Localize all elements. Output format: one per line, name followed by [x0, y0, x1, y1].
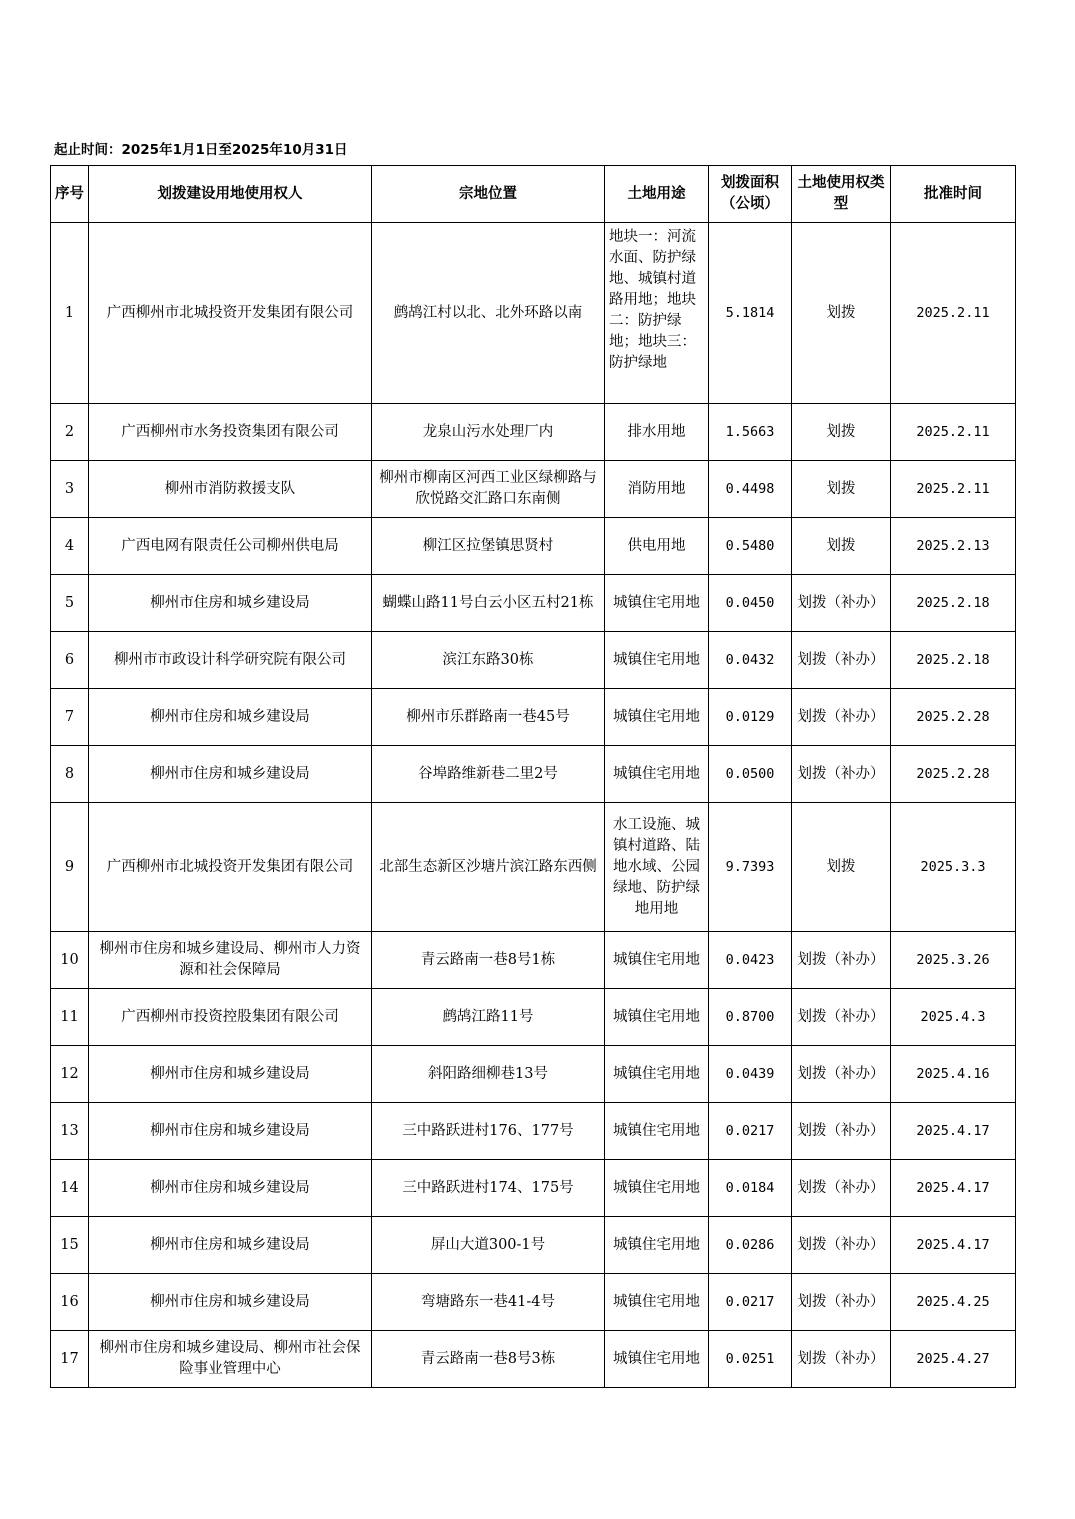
cell-use: 城镇住宅用地	[605, 689, 709, 746]
cell-date: 2025.2.28	[891, 746, 1016, 803]
cell-no: 1	[51, 223, 89, 404]
cell-date: 2025.4.16	[891, 1046, 1016, 1103]
cell-holder: 柳州市住房和城乡建设局	[89, 746, 372, 803]
cell-location: 柳州市乐群路南一巷45号	[372, 689, 605, 746]
cell-holder: 柳州市住房和城乡建设局、柳州市人力资源和社会保障局	[89, 932, 372, 989]
cell-area: 9.7393	[709, 803, 792, 932]
cell-use: 城镇住宅用地	[605, 575, 709, 632]
cell-area: 1.5663	[709, 404, 792, 461]
cell-date: 2025.2.13	[891, 518, 1016, 575]
table-row	[51, 689, 1016, 746]
cell-use: 城镇住宅用地	[605, 1103, 709, 1160]
cell-type: 划拨（补办）	[792, 632, 891, 689]
cell-type: 划拨（补办）	[792, 689, 891, 746]
table-row	[51, 746, 1016, 803]
cell-location: 蝴蝶山路11号白云小区五村21栋	[372, 575, 605, 632]
table-row	[51, 575, 1016, 632]
cell-date: 2025.2.28	[891, 689, 1016, 746]
cell-holder: 柳州市住房和城乡建设局	[89, 689, 372, 746]
cell-date: 2025.3.26	[891, 932, 1016, 989]
cell-holder: 广西柳州市北城投资开发集团有限公司	[89, 223, 372, 404]
cell-holder: 柳州市住房和城乡建设局	[89, 1217, 372, 1274]
cell-type: 划拨	[792, 223, 891, 404]
cell-location: 三中路跃进村174、175号	[372, 1160, 605, 1217]
cell-date: 2025.2.18	[891, 575, 1016, 632]
cell-area: 0.4498	[709, 461, 792, 518]
table-row	[51, 1103, 1016, 1160]
cell-type: 划拨	[792, 518, 891, 575]
cell-date: 2025.4.27	[891, 1331, 1016, 1388]
cell-type: 划拨（补办）	[792, 746, 891, 803]
cell-no: 6	[51, 632, 89, 689]
cell-use: 城镇住宅用地	[605, 1217, 709, 1274]
cell-no: 8	[51, 746, 89, 803]
cell-area: 0.0217	[709, 1103, 792, 1160]
cell-type: 划拨（补办）	[792, 1274, 891, 1331]
cell-location: 柳州市柳南区河西工业区绿柳路与欣悦路交汇路口东南侧	[372, 461, 605, 518]
cell-area: 0.5480	[709, 518, 792, 575]
header-row	[51, 166, 1016, 223]
cell-no: 11	[51, 989, 89, 1046]
cell-location: 柳江区拉堡镇思贤村	[372, 518, 605, 575]
header-right-type: 土地使用权类型	[792, 166, 891, 223]
cell-type: 划拨（补办）	[792, 932, 891, 989]
cell-holder: 柳州市住房和城乡建设局	[89, 575, 372, 632]
cell-area: 0.0286	[709, 1217, 792, 1274]
cell-no: 17	[51, 1331, 89, 1388]
table-row	[51, 223, 1016, 404]
cell-date: 2025.2.18	[891, 632, 1016, 689]
cell-type: 划拨（补办）	[792, 575, 891, 632]
cell-holder: 柳州市住房和城乡建设局、柳州市社会保险事业管理中心	[89, 1331, 372, 1388]
cell-holder: 广西柳州市投资控股集团有限公司	[89, 989, 372, 1046]
cell-area: 0.0423	[709, 932, 792, 989]
cell-type: 划拨	[792, 404, 891, 461]
table-row	[51, 461, 1016, 518]
cell-date: 2025.4.17	[891, 1217, 1016, 1274]
cell-area: 0.0432	[709, 632, 792, 689]
header-holder: 划拨建设用地使用权人	[89, 166, 372, 223]
cell-no: 10	[51, 932, 89, 989]
cell-use: 城镇住宅用地	[605, 1331, 709, 1388]
cell-location: 弯塘路东一巷41-4号	[372, 1274, 605, 1331]
header-area: 划拨面积（公顷）	[709, 166, 792, 223]
cell-no: 9	[51, 803, 89, 932]
cell-use: 城镇住宅用地	[605, 632, 709, 689]
cell-date: 2025.4.17	[891, 1160, 1016, 1217]
cell-no: 4	[51, 518, 89, 575]
table-row	[51, 989, 1016, 1046]
cell-area: 0.0217	[709, 1274, 792, 1331]
cell-no: 14	[51, 1160, 89, 1217]
cell-type: 划拨（补办）	[792, 1217, 891, 1274]
cell-use: 城镇住宅用地	[605, 1046, 709, 1103]
cell-area: 0.0251	[709, 1331, 792, 1388]
cell-use: 城镇住宅用地	[605, 989, 709, 1046]
cell-no: 13	[51, 1103, 89, 1160]
cell-holder: 柳州市消防救援支队	[89, 461, 372, 518]
cell-area: 0.0450	[709, 575, 792, 632]
cell-area: 0.8700	[709, 989, 792, 1046]
cell-location: 滨江东路30栋	[372, 632, 605, 689]
cell-area: 0.0184	[709, 1160, 792, 1217]
cell-type: 划拨（补办）	[792, 1331, 891, 1388]
cell-location: 鹧鸪江村以北、北外环路以南	[372, 223, 605, 404]
cell-location: 斜阳路细柳巷13号	[372, 1046, 605, 1103]
cell-date: 2025.3.3	[891, 803, 1016, 932]
cell-use-text: 地块一：河流水面、防护绿地、城镇村道路用地；地块二：防护绿地；地块三：防护绿地	[609, 229, 696, 371]
cell-location: 鹧鸪江路11号	[372, 989, 605, 1046]
cell-type: 划拨（补办）	[792, 989, 891, 1046]
cell-holder: 柳州市住房和城乡建设局	[89, 1046, 372, 1103]
period-label: 起止时间：2025年1月1日至2025年10月31日	[54, 142, 348, 158]
cell-holder: 柳州市住房和城乡建设局	[89, 1160, 372, 1217]
table-row	[51, 632, 1016, 689]
cell-holder: 广西柳州市北城投资开发集团有限公司	[89, 803, 372, 932]
cell-use: 城镇住宅用地	[605, 1274, 709, 1331]
cell-type: 划拨	[792, 803, 891, 932]
cell-area: 0.0439	[709, 1046, 792, 1103]
cell-location: 青云路南一巷8号3栋	[372, 1331, 605, 1388]
cell-use: 城镇住宅用地	[605, 1160, 709, 1217]
table-row	[51, 404, 1016, 461]
cell-location: 三中路跃进村176、177号	[372, 1103, 605, 1160]
cell-area: 5.1814	[709, 223, 792, 404]
cell-location: 屏山大道300-1号	[372, 1217, 605, 1274]
table-row	[51, 1046, 1016, 1103]
cell-type: 划拨	[792, 461, 891, 518]
header-no: 序号	[51, 166, 89, 223]
cell-location: 谷埠路维新巷二里2号	[372, 746, 605, 803]
cell-use	[605, 223, 709, 404]
cell-use: 水工设施、城镇村道路、陆地水域、公园绿地、防护绿地用地	[605, 803, 709, 932]
cell-date: 2025.4.17	[891, 1103, 1016, 1160]
cell-use: 供电用地	[605, 518, 709, 575]
cell-no: 15	[51, 1217, 89, 1274]
table-row	[51, 932, 1016, 989]
cell-use: 城镇住宅用地	[605, 932, 709, 989]
cell-no: 5	[51, 575, 89, 632]
cell-use: 排水用地	[605, 404, 709, 461]
table-row	[51, 803, 1016, 932]
cell-date: 2025.2.11	[891, 461, 1016, 518]
table-row	[51, 1160, 1016, 1217]
cell-holder: 广西电网有限责任公司柳州供电局	[89, 518, 372, 575]
header-use: 土地用途	[605, 166, 709, 223]
cell-type: 划拨（补办）	[792, 1160, 891, 1217]
cell-date: 2025.2.11	[891, 223, 1016, 404]
cell-date: 2025.2.11	[891, 404, 1016, 461]
cell-location: 青云路南一巷8号1栋	[372, 932, 605, 989]
cell-holder: 柳州市住房和城乡建设局	[89, 1274, 372, 1331]
cell-area: 0.0500	[709, 746, 792, 803]
cell-date: 2025.4.25	[891, 1274, 1016, 1331]
cell-holder: 柳州市市政设计科学研究院有限公司	[89, 632, 372, 689]
cell-holder: 柳州市住房和城乡建设局	[89, 1103, 372, 1160]
table-row	[51, 1217, 1016, 1274]
cell-location: 龙泉山污水处理厂内	[372, 404, 605, 461]
table-row	[51, 518, 1016, 575]
cell-location: 北部生态新区沙塘片滨江路东西侧	[372, 803, 605, 932]
table-row	[51, 1274, 1016, 1331]
header-location: 宗地位置	[372, 166, 605, 223]
cell-type: 划拨（补办）	[792, 1103, 891, 1160]
cell-use: 城镇住宅用地	[605, 746, 709, 803]
cell-no: 7	[51, 689, 89, 746]
cell-no: 16	[51, 1274, 89, 1331]
cell-no: 12	[51, 1046, 89, 1103]
cell-area: 0.0129	[709, 689, 792, 746]
cell-type: 划拨（补办）	[792, 1046, 891, 1103]
header-date: 批准时间	[891, 166, 1016, 223]
cell-no: 2	[51, 404, 89, 461]
cell-no: 3	[51, 461, 89, 518]
cell-holder: 广西柳州市水务投资集团有限公司	[89, 404, 372, 461]
cell-date: 2025.4.3	[891, 989, 1016, 1046]
cell-use: 消防用地	[605, 461, 709, 518]
table-row	[51, 1331, 1016, 1388]
allocation-table	[50, 165, 1016, 1388]
